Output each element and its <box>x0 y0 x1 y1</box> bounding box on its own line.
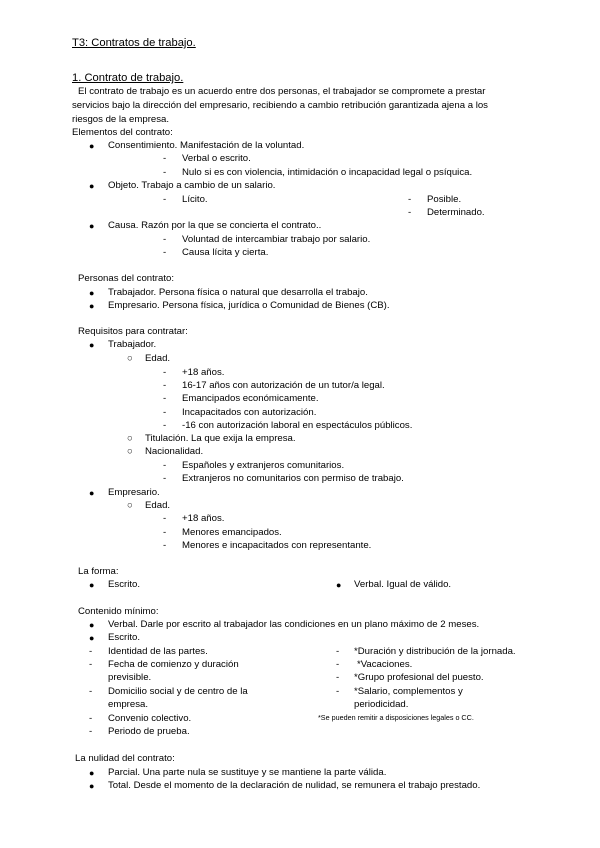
circle-icon: ○ <box>127 353 133 364</box>
list-item: Escrito. <box>108 579 140 590</box>
dash-icon: - <box>336 686 340 697</box>
list-item: Empresario. <box>108 487 160 498</box>
dash-icon: - <box>163 393 167 404</box>
dash-icon: - <box>336 646 340 657</box>
dash-icon: - <box>336 659 340 670</box>
list-item: Edad. <box>145 500 171 511</box>
forma-heading: La forma: <box>78 566 119 577</box>
dash-icon: - <box>163 167 167 178</box>
dash-icon: - <box>163 420 167 431</box>
elements-heading: Elementos del contrato: <box>72 127 173 138</box>
list-item: Nacionalidad. <box>145 446 204 457</box>
document-title: T3: Contratos de trabajo. <box>72 37 196 49</box>
list-item: *Salario, complementos y <box>354 686 463 697</box>
dash-icon: - <box>163 460 167 471</box>
list-item: +18 años. <box>182 367 225 378</box>
dash-icon: - <box>163 234 167 245</box>
list-item: Incapacitados con autorización. <box>182 407 317 418</box>
contenido-heading: Contenido mínimo: <box>78 606 159 617</box>
dash-icon: - <box>89 646 93 657</box>
list-item: Empresario. Persona física, jurídica o Comunidad de Bienes (CB). <box>108 300 390 311</box>
list-item: *Duración y distribución de la jornada. <box>354 646 516 657</box>
dash-icon: - <box>408 207 412 218</box>
dash-icon: - <box>163 367 167 378</box>
circle-icon: ○ <box>127 446 133 457</box>
bullet-icon: ● <box>89 620 95 630</box>
nulidad-heading: La nulidad del contrato: <box>75 753 175 764</box>
list-item: Convenio colectivo. <box>108 713 192 724</box>
list-item: Españoles y extranjeros comunitarios. <box>182 460 345 471</box>
list-item: Trabajador. Persona física o natural que desarrolla el trabajo. <box>108 287 368 298</box>
list-item: Emancipados económicamente. <box>182 393 319 404</box>
dash-icon: - <box>163 540 167 551</box>
list-item: Trabajador. <box>108 339 157 350</box>
list-item: -16 con autorización laboral en espectáculos públicos. <box>182 420 413 431</box>
list-item: Verbal o escrito. <box>182 153 251 164</box>
dash-icon: - <box>89 713 93 724</box>
list-item: Causa lícita y cierta. <box>182 247 269 258</box>
bullet-icon: ● <box>89 580 95 590</box>
list-item: Objeto. Trabajo a cambio de un salario. <box>108 180 276 191</box>
list-item: Voluntad de intercambiar trabajo por salario. <box>182 234 371 245</box>
list-item: Posible. <box>427 194 462 205</box>
list-item: Total. Desde el momento de la declaración de nulidad, se remunera el trabajo prestado. <box>108 780 481 791</box>
list-item: Fecha de comienzo y duración <box>108 659 239 670</box>
list-item: Lícito. <box>182 194 208 205</box>
intro-line: riesgos de la empresa. <box>72 114 170 125</box>
list-item: Verbal. Igual de válido. <box>354 579 452 590</box>
dash-icon: - <box>163 194 167 205</box>
bullet-icon: ● <box>89 288 95 298</box>
list-item: Determinado. <box>427 207 485 218</box>
circle-icon: ○ <box>127 433 133 444</box>
footnote: *Se pueden remitir a disposiciones legales o CC. <box>318 713 474 722</box>
list-item: Extranjeros no comunitarios con permiso de trabajo. <box>182 473 404 484</box>
dash-icon: - <box>89 726 93 737</box>
bullet-icon: ● <box>89 181 95 191</box>
list-item: periodicidad. <box>354 699 409 710</box>
bullet-icon: ● <box>89 301 95 311</box>
list-item: *Grupo profesional del puesto. <box>354 672 484 683</box>
list-item: Causa. Razón por la que se concierta el contrato.. <box>108 220 322 231</box>
section-heading: 1. Contrato de trabajo. <box>72 72 184 84</box>
list-item: Edad. <box>145 353 171 364</box>
dash-icon: - <box>408 194 412 205</box>
dash-icon: - <box>163 513 167 524</box>
dash-icon: - <box>163 527 167 538</box>
bullet-icon: ● <box>89 488 95 498</box>
list-item: Identidad de las partes. <box>108 646 208 657</box>
bullet-icon: ● <box>89 221 95 231</box>
personas-heading: Personas del contrato: <box>78 273 174 284</box>
dash-icon: - <box>163 473 167 484</box>
list-item: *Vacaciones. <box>357 659 413 670</box>
list-item: Periodo de prueba. <box>108 726 190 737</box>
list-item: Escrito. <box>108 632 140 643</box>
bullet-icon: ● <box>89 768 95 778</box>
bullet-icon: ● <box>89 340 95 350</box>
list-item: empresa. <box>108 699 148 710</box>
list-item: Domicilio social y de centro de la <box>108 686 248 697</box>
dash-icon: - <box>89 659 93 670</box>
list-item: Nulo si es con violencia, intimidación o incapacidad legal o psíquica. <box>182 167 473 178</box>
list-item: Verbal. Darle por escrito al trabajador las condiciones en un plano máximo de 2 meses. <box>108 619 480 630</box>
list-item: Menores e incapacitados con representante. <box>182 540 372 551</box>
list-item: previsible. <box>108 672 152 683</box>
dash-icon: - <box>89 686 93 697</box>
list-item: Titulación. La que exija la empresa. <box>145 433 296 444</box>
intro-line: servicios bajo la dirección del empresario, recibiendo a cambio retribución garantizada ajena a los <box>72 100 488 111</box>
bullet-icon: ● <box>89 141 95 151</box>
bullet-icon: ● <box>336 580 342 590</box>
dash-icon: - <box>163 407 167 418</box>
list-item: Menores emancipados. <box>182 527 282 538</box>
dash-icon: - <box>163 380 167 391</box>
bullet-icon: ● <box>89 633 95 643</box>
list-item: Consentimiento. Manifestación de la voluntad. <box>108 140 305 151</box>
list-item: +18 años. <box>182 513 225 524</box>
requisitos-heading: Requisitos para contratar: <box>78 326 188 337</box>
intro-line: El contrato de trabajo es un acuerdo entre dos personas, el trabajador se compromete a prestar <box>78 86 486 97</box>
dash-icon: - <box>163 247 167 258</box>
list-item: 16-17 años con autorización de un tutor/a legal. <box>182 380 385 391</box>
list-item: Parcial. Una parte nula se sustituye y se mantiene la parte válida. <box>108 767 387 778</box>
dash-icon: - <box>163 153 167 164</box>
bullet-icon: ● <box>89 781 95 791</box>
dash-icon: - <box>336 672 340 683</box>
circle-icon: ○ <box>127 500 133 511</box>
